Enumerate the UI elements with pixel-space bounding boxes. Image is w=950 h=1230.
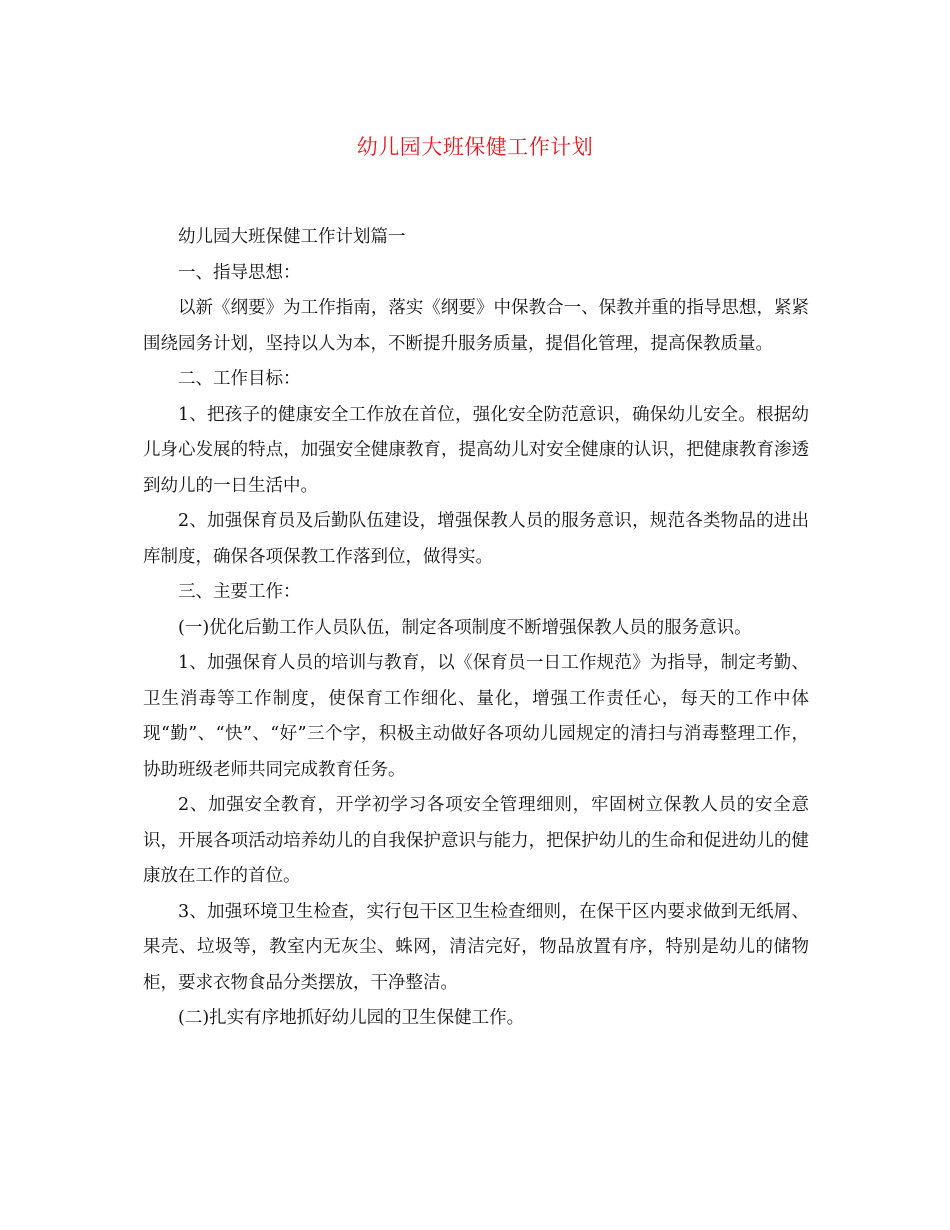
paragraph: 2、加强保育员及后勤队伍建设，增强保教人员的服务意识，规范各类物品的进出库制度，确保各项保教工作落到位，做得实。: [143, 511, 809, 567]
paragraph-subtitle: 幼儿园大班保健工作计划篇一: [178, 227, 406, 247]
paragraph: (二)扎实有序地抓好幼儿园的卫生保健工作。: [178, 1008, 525, 1028]
paragraph: 1、加强保育人员的培训与教育，以《保育员一日工作规范》为指导，制定考勤、卫生消毒等工作制度，使保育工作细化、量化，增强工作责任心，每天的工作中体现“勤”、“快”、“好”三个字，积极主动做好各项幼儿园规定的清扫与消毒整理工作，协助班级老师共同完成教育任务。: [143, 653, 809, 780]
paragraph-heading-main-work: 三、主要工作：: [178, 582, 301, 602]
paragraph-heading-guiding-thought: 一、指导思想：: [178, 262, 301, 283]
paragraph-heading-work-goals: 二、工作目标：: [178, 369, 301, 389]
paragraph: 以新《纲要》为工作指南，落实《纲要》中保教合一、保教并重的指导思想，紧紧围绕园务计划，坚持以人为本，不断提升服务质量，提倡化管理，提高保教质量。: [143, 298, 809, 354]
document-title: 幼儿园大班保健工作计划: [356, 135, 594, 159]
paragraph: (一)优化后勤工作人员队伍，制定各项制度不断增强保教人员的服务意识。: [178, 617, 752, 638]
document-body: [143, 220, 809, 1037]
paragraph: 3、加强环境卫生检查，实行包干区卫生检查细则，在保干区内要求做到无纸屑、果壳、垃圾等，教室内无灰尘、蛛网，清洁完好，物品放置有序，特别是幼儿的储物柜，要求衣物食品分类摆放，干净整洁。: [143, 901, 809, 993]
paragraph: 2、加强安全教育，开学初学习各项安全管理细则，牢固树立保教人员的安全意识，开展各项活动培养幼儿的自我保护意识与能力，把保护幼儿的生命和促进幼儿的健康放在工作的首位。: [143, 795, 809, 886]
paragraph: 1、把孩子的健康安全工作放在首位，强化安全防范意识，确保幼儿安全。根据幼儿身心发展的特点，加强安全健康教育，提高幼儿对安全健康的认识，把健康教育渗透到幼儿的一日生活中。: [143, 404, 809, 496]
